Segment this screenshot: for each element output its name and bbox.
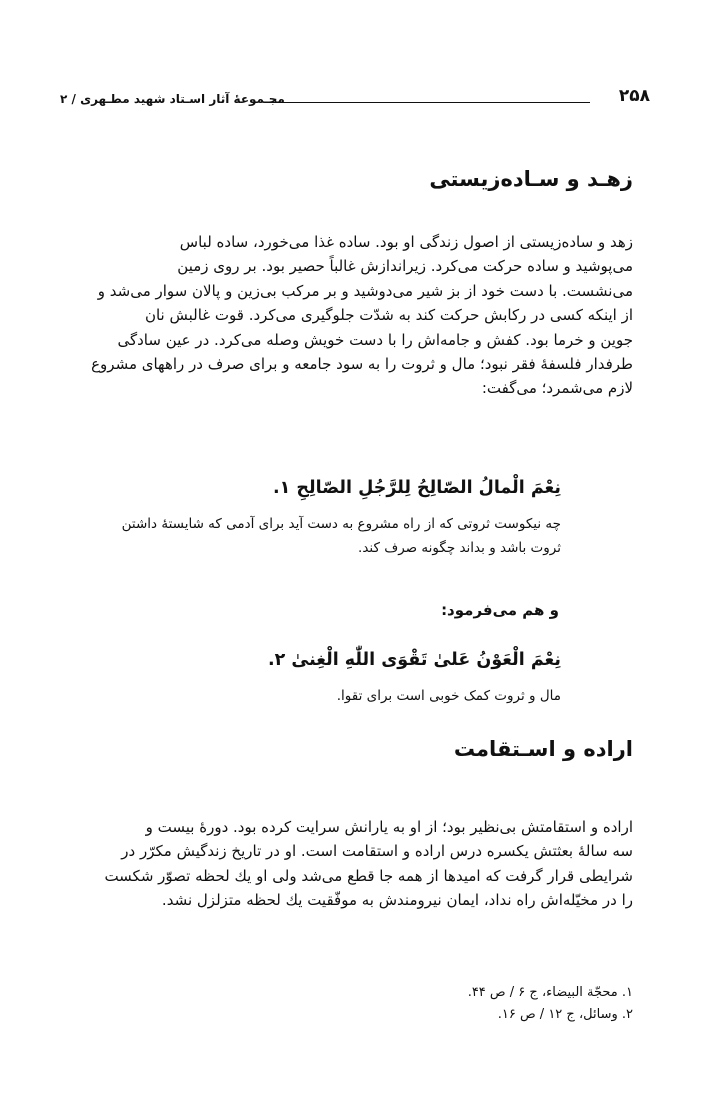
paragraph-line: سه سالهٔ بعثتش یکسره درس اراده و استقامت است. او در تاریخ زندگیش مکرّر در bbox=[121, 842, 633, 861]
page-header bbox=[60, 86, 650, 112]
paragraph-line: می‌پوشید و ساده حرکت می‌کرد. زیراندازش غالباً حصیر بود. بر روی زمین bbox=[177, 257, 633, 276]
quote-translation-1 bbox=[122, 512, 561, 560]
arabic-quote-1: نِعْمَ الْمالُ الصّالِحُ لِلرَّجُلِ الصّالِحِ ۱. bbox=[272, 478, 561, 498]
translation-line: ثروت باشد و بداند چگونه صرف کند. bbox=[358, 540, 561, 556]
quote-translation-2: مال و ثروت کمک خوبی است برای تقوا. bbox=[336, 688, 561, 704]
paragraph-line: جوین و خرما بود. کفش و جامه‌اش را با دست خویش وصله می‌کرد. در عین سادگی bbox=[117, 330, 633, 349]
arabic-quote-2: نِعْمَ الْعَوْنُ عَلیٰ تَقْوَی اللّٰهِ الْغِنیٰ ۲. bbox=[267, 650, 561, 670]
paragraph-line: طرفدار فلسفهٔ فقر نبود؛ مال و ثروت را به سود جامعه و برای صرف در راههای مشروع bbox=[91, 355, 633, 374]
paragraph-line: را در مخیّله‌اش راه نداد، ایمان نیرومندش به موفّقیت یك لحظه متزلزل نشد. bbox=[161, 891, 633, 910]
quote-intro: و هم می‌فرمود: bbox=[441, 601, 559, 619]
paragraph-line: شرایطی قرار گرفت که امیدها از همه جا قطع می‌شد ولی او یك لحظه تصوّر شکست bbox=[104, 866, 633, 885]
section-title-will: اراده و اسـتقامت bbox=[453, 737, 633, 761]
paragraph-line: زهد و ساده‌زیستی از اصول زندگی او بود. ساده غذا می‌خورد، ساده لباس bbox=[179, 233, 633, 251]
translation-line: چه نیکوست ثروتی که از راه مشروع به دست آید برای آدمی که شایستهٔ داشتن bbox=[121, 516, 561, 532]
footnote: ۲. وسائل، ج ۱۲ / ص ۱۶. bbox=[497, 1007, 633, 1022]
footnotes bbox=[468, 982, 633, 1026]
section-title-asceticism: زهـد و سـاده‌زیستی bbox=[429, 167, 633, 191]
paragraph-line: اراده و استقامتش بی‌نظیر بود؛ از او به یارانش سرایت کرده بود. دورهٔ بیست و bbox=[145, 818, 633, 836]
footnote: ۱. محجّة البیضاء، ج ۶ / ص ۴۴. bbox=[467, 985, 633, 1000]
paragraph-line: لازم می‌شمرد؛ می‌گفت: bbox=[481, 379, 633, 398]
paragraph-line: از اینکه کسی در رکابش حرکت کند به شدّت جلوگیری می‌کرد. قوت غالبش نان bbox=[144, 306, 633, 325]
paragraph-asceticism bbox=[65, 230, 633, 401]
header-rule bbox=[265, 102, 590, 103]
page-number: ۲۵۸ bbox=[618, 86, 650, 106]
paragraph-line: می‌نشست. با دست خود از بز شیر می‌دوشید و بر مرکب بی‌زین و پالان سوار می‌شد و bbox=[97, 281, 633, 300]
running-title: مجـموعهٔ آثار اسـتاد شهید مطـهری / ۲ bbox=[60, 92, 285, 106]
paragraph-will bbox=[65, 815, 633, 913]
